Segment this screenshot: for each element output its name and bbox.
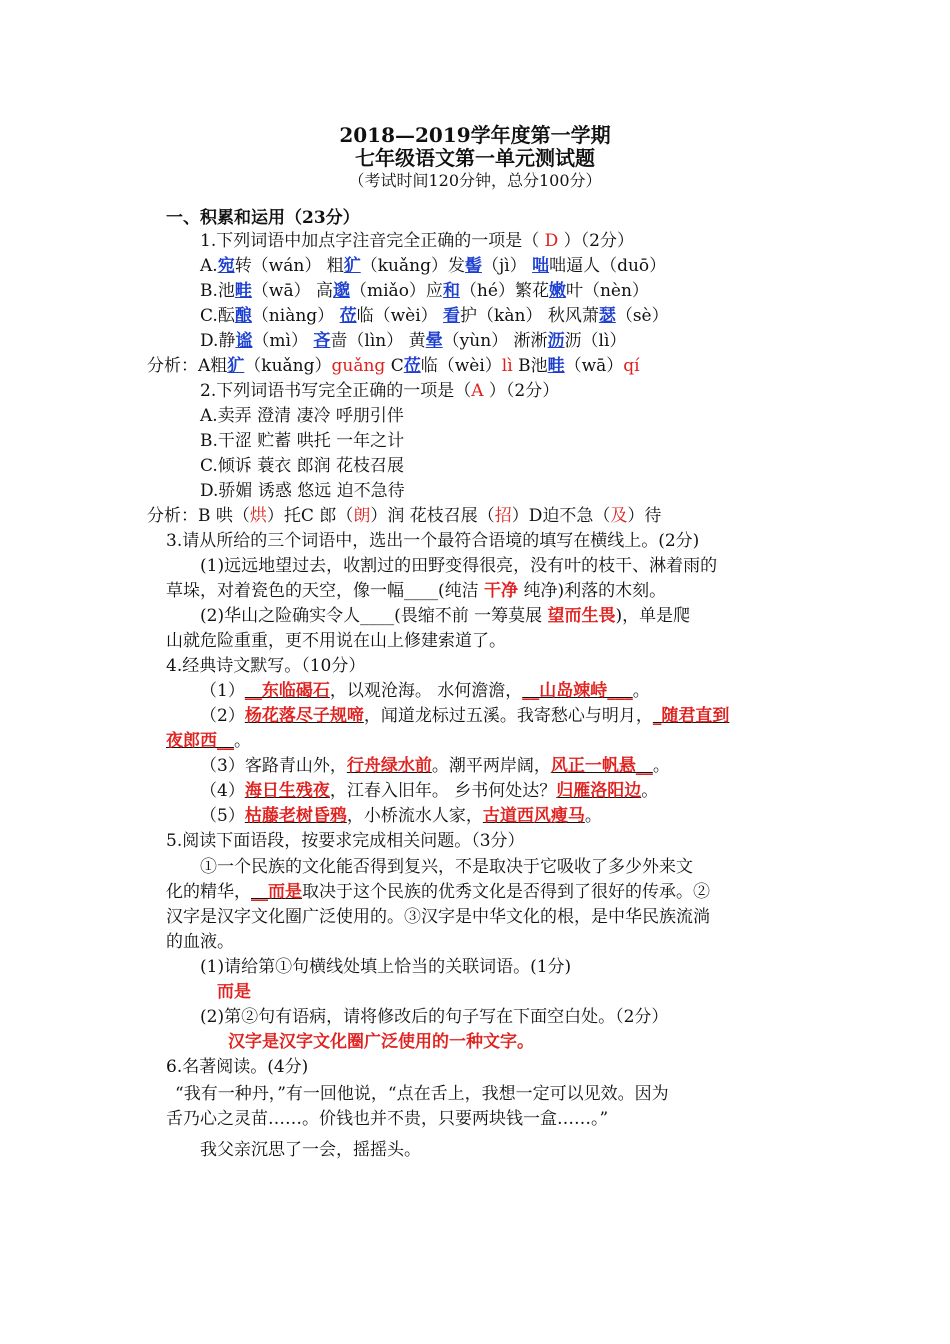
- q5-passage-cont: 汉字是汉字文化圈广泛使用的。③汉字是中华文化的根，是中华民族流淌: [166, 907, 710, 927]
- q4-part-5: （5）枯藤老树昏鸦，小桥流水人家，古道西风瘦马。: [200, 806, 602, 826]
- q5-sub-2-answer: 汉字是汉字文化圈广泛使用的一种文字。: [228, 1032, 534, 1052]
- option-c: C.酝酿（niàng） 莅临（wèi） 看护（kàn） 秋风萧瑟（sè）: [200, 306, 669, 326]
- section-heading: 一、积累和运用（23分）: [166, 208, 360, 228]
- q3-part-1: (1)远远地望过去，收割过的田野变得很亮，没有叶的枝干、淋着雨的: [200, 556, 718, 576]
- q5-passage-cont: 的血液。: [166, 932, 234, 952]
- option-a: A.卖弄 澄清 凄冷 呼朋引伴: [200, 406, 404, 426]
- question-1: 1.下列词语中加点字注音完全正确的一项是（ D ）（2分）: [200, 231, 634, 251]
- answer: A: [471, 381, 484, 401]
- q6-passage-cont: 我父亲沉思了一会，摇摇头。: [200, 1140, 421, 1160]
- q4-part-3: （3）客路青山外，行舟绿水前。潮平两岸阔，风正一帆悬__。: [200, 756, 670, 776]
- analysis-2: 分析：B 哄（烘）托C 郎（朗）润 花枝召展（招）D迫不急（及）待: [147, 506, 662, 526]
- answer: D: [544, 231, 559, 251]
- q5-sub-1-answer: 而是: [217, 982, 251, 1002]
- q4-part-2-cont: 夜郎西__。: [166, 731, 251, 751]
- option-d: D.静谧（mì） 吝啬（lìn） 黄晕（yùn） 淅淅沥沥（lì）: [200, 331, 627, 351]
- q5-passage-cont: 化的精华，__而是取决于这个民族的优秀文化是否得到了很好的传承。②: [166, 882, 710, 902]
- q3-part-1-cont: 草垛，对着瓷色的天空，像一幅____(纯洁 干净 纯净)利落的木刻。: [166, 581, 667, 601]
- page-title: 2018—2019学年度第一学期: [339, 123, 611, 147]
- q4-part-1: （1）__东临碣石，以观沧海。 水何澹澹，__山岛竦峙___。: [200, 681, 650, 701]
- page-subtitle: 七年级语文第一单元测试题: [355, 146, 595, 170]
- option-a: A.宛转（wán） 粗犷（kuǎng）发髻（jì） 咄咄逼人（duō）: [200, 256, 667, 276]
- option-b: B.干涩 贮蓄 哄托 一年之计: [200, 431, 405, 451]
- option-b: B.池畦（wā） 高邈（miǎo）应和（hé）繁花嫩叶（nèn）: [200, 281, 649, 301]
- analysis-1: 分析：A粗犷（kuǎng）guǎng C莅临（wèi）lì B池畦（wā）qí: [147, 356, 640, 376]
- question-3: 3.请从所给的三个词语中，选出一个最符合语境的填写在横线上。(2分): [166, 531, 700, 551]
- question-5: 5.阅读下面语段，按要求完成相关问题。（3分）: [166, 831, 525, 851]
- exam-info: （考试时间120分钟，总分100分）: [348, 171, 602, 190]
- question-4: 4.经典诗文默写。（10分）: [166, 656, 366, 676]
- question-6: 6.名著阅读。(4分): [166, 1057, 309, 1077]
- q5-sub-2: (2)第②句有语病，请将修改后的句子写在下面空白处。（2分）: [200, 1007, 669, 1027]
- q6-passage-cont: 舌乃心之灵苗……。价钱也并不贵，只要两块钱一盒……。”: [166, 1109, 609, 1129]
- q4-part-2: （2）杨花落尽子规啼，闻道龙标过五溪。我寄愁心与明月，_随君直到: [200, 706, 730, 726]
- q3-part-2: (2)华山之险确实令人____(畏缩不前 一筹莫展 望而生畏)，单是爬: [200, 606, 691, 626]
- q3-part-2-cont: 山就危险重重，更不用说在山上修建索道了。: [166, 631, 506, 651]
- q6-passage: “我有一种丹，”有一回他说，“点在舌上，我想一定可以见效。因为: [175, 1084, 669, 1104]
- option-d: D.骄媚 诱惑 悠远 迫不急待: [200, 481, 405, 501]
- option-c: C.倾诉 蓑衣 郎润 花枝召展: [200, 456, 405, 476]
- q5-sub-1: (1)请给第①句横线处填上恰当的关联词语。(1分): [200, 957, 572, 977]
- q5-passage: ①一个民族的文化能否得到复兴，不是取决于它吸收了多少外来文: [200, 857, 693, 877]
- question-2: 2.下列词语书写完全正确的一项是（A ）（2分）: [200, 381, 560, 401]
- q4-part-4: （4）海日生残夜，江春入旧年。 乡书何处达？归雁洛阳边。: [200, 781, 659, 801]
